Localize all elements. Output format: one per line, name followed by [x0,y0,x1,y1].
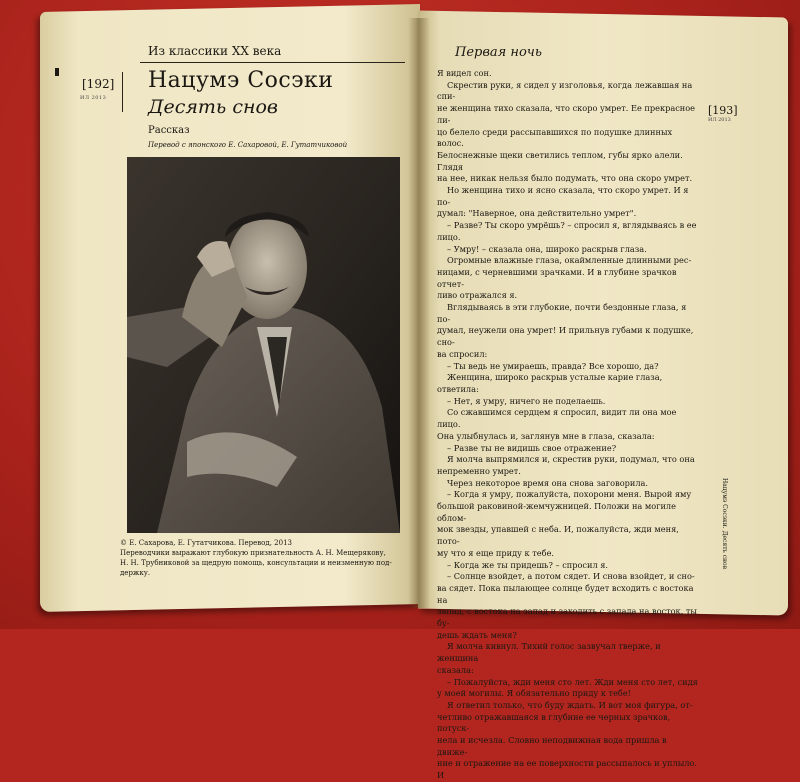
credit-line: Н. Н. Трубниковой за щедрую помощь, консультации и неизменную под- [120,559,392,567]
text-line: му что я еще приду к тебе. [437,547,555,558]
text-line: непременно умрет. [437,465,521,476]
text-line: думал: "Наверное, она действительно умрет". [437,208,637,219]
translator-credit: Перевод с японского Е. Сахаровой, Е. Гутатчиковой [148,141,348,149]
text-line: у моей могилы. Я обязательно приду к тебе! [437,688,631,699]
right-page-subscript: ИЛ 2013 [708,117,731,123]
text-line: дешь ждать меня? [437,629,517,640]
text-line: Со сжавшимся сердцем я спросил, видит ли она мое лицо. [437,407,677,430]
genre-label: Рассказ [148,125,190,136]
text-line: Белоснежные щеки светились теплом, губы ярко алели. Глядя [437,149,683,172]
text-line: – Ты ведь не умираешь, правда? Все хорошо, да? [447,360,659,371]
text-line: Я молча кивнул. Тихий голос зазвучал тверже, и женщина [437,641,661,664]
story-body-text [437,68,699,782]
text-line: лицо. [437,231,461,242]
text-line: ницами, с черневшими зрачками. И в глубине зрачков отчет- [437,266,677,289]
text-line: большой раковиной-жемчужницей. Положи на могиле облом- [437,501,676,523]
text-line: ва спросил: [437,348,488,359]
text-line: Через некоторое время она снова заговорила. [447,477,649,488]
text-line: Я ответил только, что буду ждать. И вот моя фигура, от- [447,699,693,710]
text-line: ливо отражался я. [437,290,518,301]
text-line: цо белело среди рассыпавшихся по подушке длинных волос. [437,126,673,149]
text-line: нела и исчезла. Словно неподвижная вода пришла в движе- [437,735,667,757]
right-page-number: [193] [708,104,738,117]
text-line: Огромные влажные глаза, окаймленные длинными рес- [447,255,692,266]
text-line: – Нет, я умру, ничего не поделаешь. [447,395,606,406]
book-gutter [408,18,430,608]
author-portrait-photo [127,157,400,533]
text-line: Я видел сон. [437,68,492,78]
text-line: запад, с востока на запад и заходить с запада на восток, ты бу- [437,606,697,629]
text-line: думал, неужели она умрет! И прильнув губами к подушке, сно- [437,325,694,348]
text-line: – Когда я умру, пожалуйста, похорони меня. Вырой яму [447,489,692,500]
portrait-illustration [127,157,400,533]
credit-line: © Е. Сахарова, Е. Гутатчикова. Перевод, 2013 [120,539,292,547]
page-number-rule [122,72,123,112]
page-edge-marker [55,68,59,76]
author-name: Нацумэ Сосэки [148,68,334,93]
text-line: – Когда же ты придешь? – спросил я. [447,559,609,570]
text-line: не женщина тихо сказала, что скоро умрет. Ее прекрасное ли- [437,103,696,125]
text-line: Вглядываясь в эти глубокие, почти бездонные глаза, я по- [437,302,687,324]
text-line: Женщина, широко раскрыв усталые карие глаза, ответила: [437,372,663,394]
credit-line: Переводчики выражают глубокую признательность А. Н. Мещерякову, [120,549,386,557]
text-line: Я молча выпрямился и, скрестив руки, подумал, что она [447,454,695,465]
text-line: на нее, никак нельзя было подумать, что она скоро умрет. [437,173,693,184]
text-line: четливо отражавшаяся в глубине ее черных зрачков, потуск- [437,711,671,734]
text-line: ние и отражение на ее поверхности рассыпалось и уплыло. И [437,758,697,781]
left-page-subscript: ИЛ 2013 [80,95,107,101]
left-page-number: [192] [82,77,115,91]
text-line: сказала: [437,664,474,675]
text-line: – Пожалуйста, жди меня сто лет. Жди меня сто лет, сидя [447,676,698,687]
credit-line: держку. [120,569,151,577]
text-line: Скрестив руки, я сидел у изголовья, когда лежавшая на спи- [437,79,693,102]
running-head: Нацумэ Сосэки. Десять снов [721,478,728,570]
text-line: мок звезды, упавшей с неба. И, пожалуйста, жди меня, пото- [437,524,679,547]
text-line: – Солнце взойдет, а потом сядет. И снова взойдет, и сно- [447,571,695,582]
chapter-title: Первая ночь [455,45,542,60]
text-line: ва сядет. Пока пылающее солнце будет всходить с востока на [437,582,694,605]
series-heading: Из классики XX века [148,44,282,58]
photo-credit-block [120,538,410,578]
text-line: Но женщина тихо и ясно сказала, что скоро умрет. И я по- [437,185,689,207]
text-line: – Разве ты не видишь свое отражение? [447,442,617,453]
text-line: Она улыбнулась и, заглянув мне в глаза, сказала: [437,430,655,441]
text-line: – Умру! – сказала она, широко раскрыв глаза. [447,243,647,254]
header-rule [140,62,405,63]
story-title: Десять снов [148,96,278,118]
text-line: – Разве? Ты скоро умрёшь? – спросил я, вглядываясь в ее [447,220,697,231]
